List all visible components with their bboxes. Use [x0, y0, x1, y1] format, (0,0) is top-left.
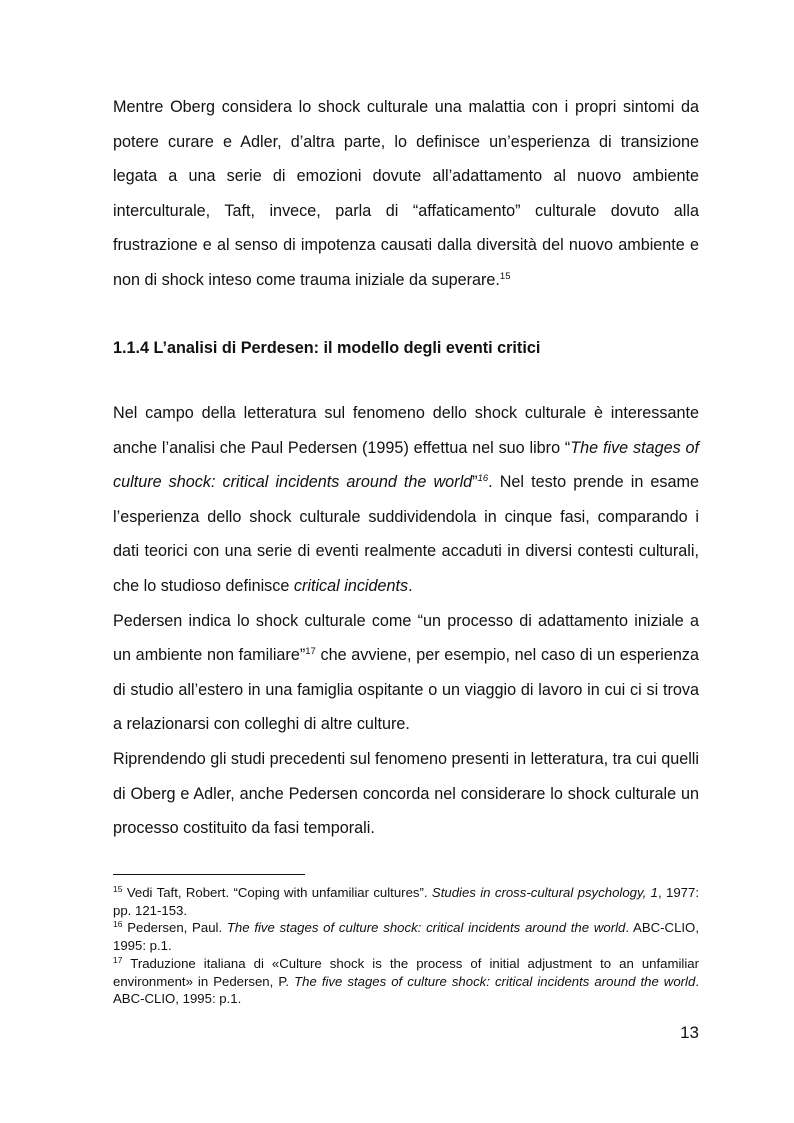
footnote-italic: The five stages of culture shock: critical incidents around the world	[226, 920, 626, 936]
footnote-italic: Studies in cross-cultural psychology, 1	[431, 885, 658, 900]
section-title: 1.1.4 L’analisi di Perdesen: il modello degli eventi critici	[113, 339, 541, 357]
footnote-text: , 1977: pp. 121-153.	[113, 885, 699, 918]
footnote-text: . ABC-CLIO, 1995: p.1.	[113, 973, 699, 1007]
footnote-number: 17	[113, 954, 123, 965]
body-paragraph-2	[113, 396, 699, 846]
footnote-text: Pedersen, Paul.	[122, 920, 227, 936]
paragraph-1-text: Mentre Oberg considera lo shock culturale una malattia con i propri sintomi da potere curare e Adler, d’altra parte, lo definisce un’esperienza di transizione legata a una serie di emozioni dovute all’adattamento al nuovo ambiente interculturale, Taft, invece, parla di “affaticamento” culturale dovuto alla frustrazione e al senso di impotenza causati dalla diversità del nuovo ambiente e non di shock inteso come trauma iniziale da superare.	[113, 98, 699, 289]
footnote-text: Traduzione italiana di «Culture shock is the process of initial adjustment to an unfamiliar environment» in Pedersen, P.	[113, 955, 699, 989]
footnote-number: 16	[113, 919, 123, 930]
footnote-ref-16[interactable]: 16	[477, 473, 489, 485]
paragraph-3-text-a: Pedersen indica lo shock culturale come “un processo di adattamento iniziale a un ambiente non familiare”	[113, 611, 699, 665]
body-paragraph-3	[113, 604, 699, 742]
footnote-15	[113, 884, 699, 919]
body-paragraph-4	[113, 742, 699, 846]
footnote-number: 15	[113, 884, 123, 894]
footnote-text: . ABC-CLIO, 1995: p.1.	[113, 920, 699, 954]
paragraph-2-text-a: Nel campo della letteratura sul fenomeno dello shock culturale è interessante anche l’analisi che Paul Pedersen (1995) effettua nel suo libro “	[113, 404, 699, 457]
critical-incidents-term: critical incidents	[293, 576, 409, 595]
paragraph-3-text-b: che avviene, per esempio, nel caso di un esperienza di studio all’estero in una famiglia ospitante o un viaggio di lavoro in cui ci si trova a relazionarsi con colleghi di altre culture.	[113, 646, 699, 734]
paragraph-2-quote-close: ”	[472, 473, 478, 492]
footnote-ref-15[interactable]: 15	[499, 270, 511, 282]
footnote-ref-17[interactable]: 17	[305, 646, 316, 658]
footnote-text: Vedi Taft, Robert. “Coping with unfamiliar cultures”.	[122, 885, 432, 900]
paragraph-2-text-b: . Nel testo prende in esame l’esperienza dello shock culturale suddividendola in cinque fasi, comparando i dati teorici con una serie di eventi realmente accaduti in diversi contesti culturali, che lo studioso definisce	[113, 473, 699, 595]
footnote-17	[113, 955, 699, 1008]
footnote-separator	[113, 874, 305, 875]
footnote-16	[113, 919, 699, 954]
paragraph-2-text-c: .	[408, 576, 413, 595]
body-paragraph-1	[113, 90, 699, 298]
book-title: The five stages of culture shock: critical incidents around the world	[113, 438, 699, 492]
section-heading	[113, 337, 699, 359]
footnotes	[113, 884, 699, 1008]
page-number: 13	[680, 1023, 699, 1042]
footnote-italic: The five stages of culture shock: critical incidents around the world	[294, 973, 696, 989]
paragraph-4-text: Riprendendo gli studi precedenti sul fenomeno presenti in letteratura, tra cui quelli di Oberg e Adler, anche Pedersen concorda nel considerare lo shock culturale un processo costituito da fasi temporali.	[113, 749, 699, 838]
